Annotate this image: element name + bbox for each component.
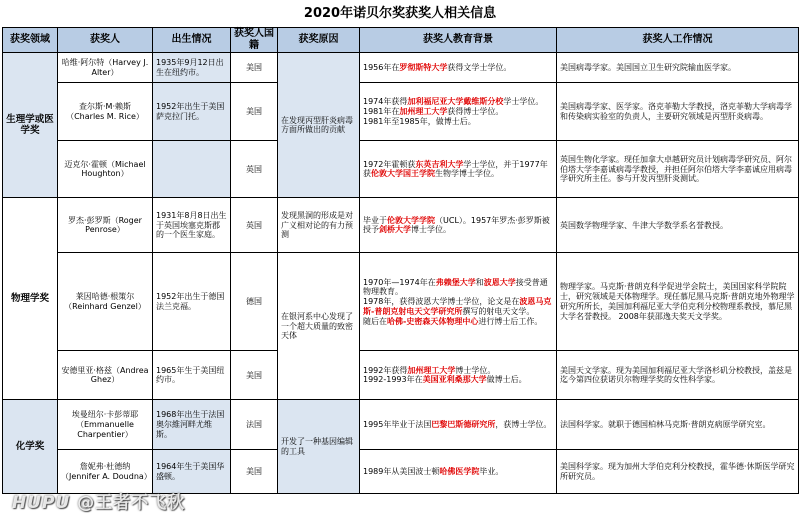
work-info: 法国科学家。就职于德国柏林马克斯·普朗克病原学研究室。 [557, 400, 799, 450]
education-text: 1995年毕业于法国 [363, 420, 432, 429]
work-info: 美国病毒学家、医学家。洛克菲勒大学教授，洛克菲勒大学病毒学和传染病实验室的负责人，主要研究领域是丙型肝炎病毒。 [557, 83, 799, 141]
reason-cell-milkyway: 在银河系中心发现了一个超大质量的致密天体 [278, 253, 360, 400]
work-info: 物理学家。马克斯·普朗克科学促进学会院士，美国国家科学院院士，研究领域是天体物理学。现任慕尼黑马克斯·普朗克地外物理学研究所所长，美国加利福尼亚大学伯克利分校物理系教授，慕尼黑大学名誉教授。 2008年获邵逸夫奖天文学奖。 [557, 253, 799, 351]
education-text: 获得博士学位。 [447, 107, 504, 116]
education-text: 1989年从美国波士顿 [363, 467, 440, 476]
education-text: 1970年—1974年在 [363, 277, 436, 287]
education-text: 博士学位。 [455, 365, 496, 375]
field-cell-medicine: 生理学或医学奖 [3, 53, 58, 198]
institution-highlight: 加州理工大学 [407, 365, 456, 375]
education-text: 毕业于 [363, 215, 387, 225]
education-text: 1992年获得 [363, 365, 408, 375]
education-text: 学士学位。 [503, 97, 544, 107]
birth-info: 1952年出生于德国法兰克福。 [153, 253, 231, 351]
nationality: 美国 [231, 83, 278, 141]
field-cell-chemistry: 化学奖 [3, 400, 58, 494]
birth-info: 1965年生于美国纽约市。 [153, 351, 231, 400]
table-row [3, 53, 799, 83]
nationality: 美国 [231, 53, 278, 83]
education-info [360, 400, 557, 450]
birth-info: 1968年出生于法国奥尔維河畔尤维斯。 [153, 400, 231, 450]
education-text: 接受普通物理教育。 [363, 277, 548, 297]
education-text: 1956年在 [363, 63, 400, 72]
table-row [3, 198, 799, 253]
institution-highlight: 加利福尼亚大学戴维斯分校 [407, 97, 504, 107]
education-info [360, 83, 557, 141]
reason-cell-chemistry: 开发了一种基因编辑的工具 [278, 400, 360, 494]
watermark-handle: @王者不飞秋 [77, 493, 186, 513]
institution-highlight: 东英吉利大学 [415, 159, 464, 169]
nationality: 英国 [231, 198, 278, 253]
education-text: 1972年霍顿获 [363, 159, 416, 169]
birth-info: 1931年8月8日出生于英国埃塞克斯郡的一个医生家庭。 [153, 198, 231, 253]
laureate-name: 迈克尔·霍顿（Michael Houghton） [58, 141, 153, 198]
table-row [3, 253, 799, 351]
table-row [3, 400, 799, 450]
institution-highlight: 巴黎巴斯德研究所 [431, 420, 496, 429]
education-text: 随后在 [363, 316, 387, 326]
institution-highlight: 伦敦大学学院 [387, 215, 435, 225]
header-row [3, 28, 799, 53]
education-text: 进行博士后工作。 [478, 316, 543, 326]
col-header-field: 获奖领域 [3, 28, 58, 53]
col-header-work: 获奖人工作情况 [557, 28, 799, 53]
reason-cell-medicine: 在发现丙型肝炎病毒方面所做出的贡献 [278, 53, 360, 198]
field-cell-physics: 物理学奖 [3, 198, 58, 400]
work-info: 美国科学家。现为加州大学伯克利分校教授，霍华德·休斯医学研究所研究员。 [557, 450, 799, 494]
institution-highlight: 弗赖堡大学 [435, 277, 476, 287]
education-text: 做博士后。 [486, 375, 527, 385]
education-text: 1974年获得 [363, 97, 408, 107]
education-text: 生物学博士学位。 [435, 169, 499, 179]
education-text: 1992-1993年在 [363, 375, 423, 385]
nationality: 英国 [231, 141, 278, 198]
education-text: 和 [475, 277, 484, 287]
col-header-education: 获奖人教育背景 [360, 28, 557, 53]
institution-highlight: 加州理工大学 [399, 107, 448, 116]
watermark [12, 488, 185, 513]
institution-highlight: 剑桥大学 [379, 225, 411, 235]
nationality: 美国 [231, 351, 278, 400]
laureate-name: 埃曼纽尔·卡彭蒂耶（Emmanuelle Charpentier） [58, 400, 153, 450]
education-text: 1981年至1985年，做博士后。 [363, 116, 476, 126]
education-text: 1978年，获得波恩大学博士学位，论文是在 [363, 297, 520, 306]
nationality: 法国 [231, 400, 278, 450]
laureate-name: 莱因哈德·根策尔（Reinhard Genzel） [58, 253, 153, 351]
work-info: 美国病毒学家。美国国立卫生研究院输血医学家。 [557, 53, 799, 83]
table-row [3, 141, 799, 198]
laureate-name: 詹妮弗·杜德纳（Jennifer A. Doudna） [58, 450, 153, 494]
reason-cell-penrose: 发现黑洞的形成是对广义相对论的有力预测 [278, 198, 360, 253]
col-header-reason: 获奖原因 [278, 28, 360, 53]
education-info [360, 198, 557, 253]
institution-highlight: 伦敦大学国王学院 [371, 169, 435, 179]
institution-highlight: 波恩马克斯-普朗克射电天文学研究所 [363, 297, 552, 316]
nationality: 美国 [231, 450, 278, 494]
institution-highlight: 罗彻斯特大学 [399, 63, 448, 72]
nobel-table [2, 27, 799, 494]
laureate-name: 罗杰·彭罗斯（Roger Penrose） [58, 198, 153, 253]
laureate-name: 哈维·阿尔特（Harvey J. Alter） [58, 53, 153, 83]
birth-info: 1964年生于美国华盛顿。 [153, 450, 231, 494]
laureate-name: 查尔斯·M·赖斯（Charles M. Rice） [58, 83, 153, 141]
education-info [360, 253, 557, 351]
nationality: 德国 [231, 253, 278, 351]
education-text: ，获博士学位。 [495, 420, 552, 429]
birth-info [153, 141, 231, 198]
work-info: 英国生物化学家。现任加拿大卓越研究员计划病毒学研究员、阿尔伯塔大学李嘉诚病毒学教授，并担任阿尔伯塔大学李嘉诚应用病毒学研究所主任。参与开发丙型肝炎测试。 [557, 141, 799, 198]
education-text: 博士学位。 [411, 225, 451, 235]
education-text: 学士学位，并于1977年获 [363, 159, 548, 179]
work-info: 美国天文学家。现为美国加利福尼亚大学洛杉矶分校教授，盖兹是迄今第四位获诺贝尔物理学奖的女性科学家。 [557, 351, 799, 400]
table-row [3, 351, 799, 400]
education-text: （UCL）。1957年罗杰·彭罗斯被授予 [363, 215, 550, 235]
col-header-laureate: 获奖人 [58, 28, 153, 53]
education-info [360, 53, 557, 83]
education-text: 毕业。 [479, 467, 504, 476]
watermark-logo: HUPU [12, 493, 71, 513]
education-text: 1981年在 [363, 107, 400, 116]
col-header-nationality: 获奖人国籍 [231, 28, 278, 53]
institution-highlight: 美国亚利桑那大学 [422, 375, 487, 385]
education-info [360, 141, 557, 198]
institution-highlight: 波恩大学 [483, 277, 516, 287]
education-info [360, 351, 557, 400]
birth-info: 1935年9月12日出生在纽约市。 [153, 53, 231, 83]
col-header-birth: 出生情况 [153, 28, 231, 53]
birth-info: 1952年出生于美国萨克拉门托。 [153, 83, 231, 141]
table-title: 2020年诺贝尔奖获奖人相关信息 [303, 6, 497, 21]
education-text: 获得文学士学位。 [447, 63, 512, 72]
institution-highlight: 哈佛-史密森天体物理中心 [387, 316, 479, 326]
education-text: 撰写的射电天文学。 [462, 306, 535, 316]
education-info [360, 450, 557, 494]
work-info: 英国数学物理学家、牛津大学数学系名誉教授。 [557, 198, 799, 253]
laureate-name: 安德里亚·格兹（Andrea Ghez） [58, 351, 153, 400]
table-row [3, 83, 799, 141]
institution-highlight: 哈佛医学院 [439, 467, 480, 476]
